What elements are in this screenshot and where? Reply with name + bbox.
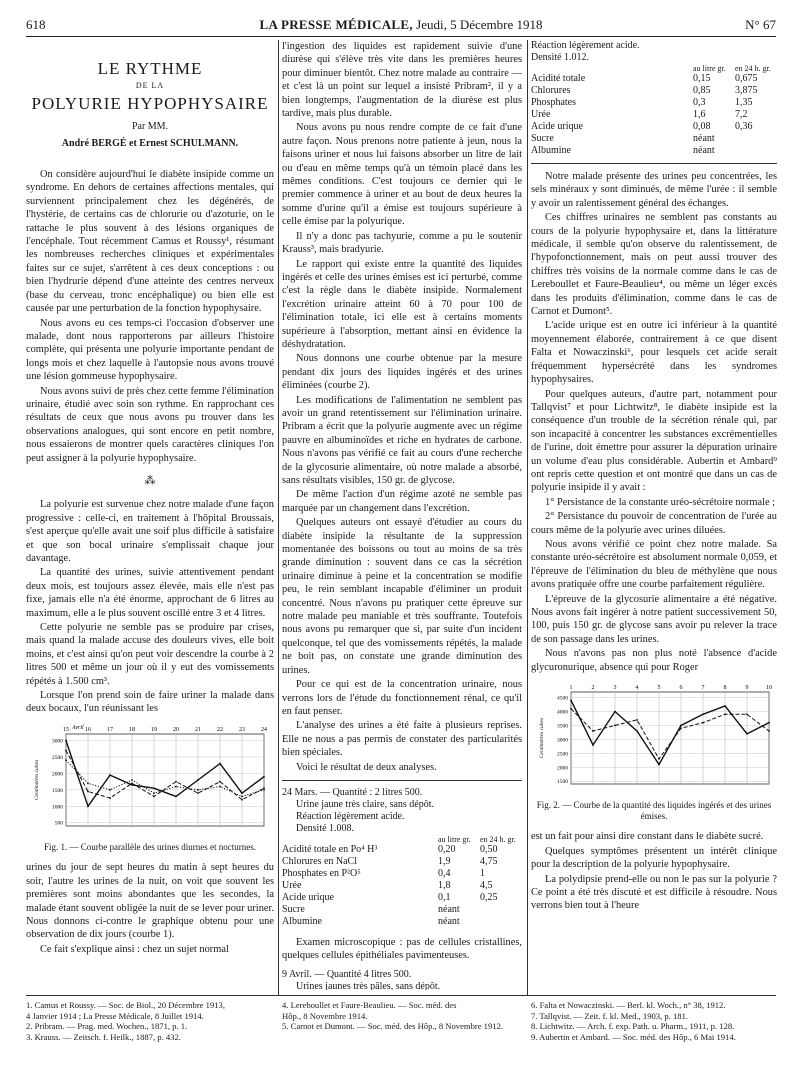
- footnote: 8. Lichtwitz. — Arch. f. exp. Path. u. Pharm., 1911, p. 128.: [531, 1021, 735, 1031]
- data-point: [614, 711, 616, 713]
- unit-header: en 24 h. gr.: [480, 834, 516, 844]
- paragraph: Nous n'avons pas non plus noté l'absence d'acide glycuronurique, absence qui pour Roger: [531, 648, 777, 673]
- row-value: néant: [693, 145, 715, 156]
- paragraph: Examen microscopique : pas de cellules cristallines, quelques cellules épithéliales pavimenteuses.: [282, 936, 522, 962]
- figure-2: [531, 680, 777, 796]
- analysis-date: 9 Avril. — Quantité 4 litres 500.: [282, 968, 412, 980]
- x-tick-label: 1: [569, 685, 573, 692]
- data-point: [746, 713, 748, 715]
- chart-2: [531, 680, 777, 792]
- column-rule: [527, 40, 528, 995]
- x-tick-label: 9: [745, 685, 749, 692]
- y-tick-label: 1000: [52, 804, 63, 811]
- paragraph: Pour ce qui est de la concentration urinaire, nous verrons lors de l'étude du fonctionnement rénal, ce qu'il en faut penser.: [282, 679, 522, 717]
- paragraph: Voici le résultat de deux analyses.: [296, 761, 437, 773]
- y-axis-label: Centimètres cubes: [539, 717, 545, 759]
- data-point: [570, 708, 572, 710]
- paragraph: La quantité des urines, suivie attentivement pendant deux mois, est toujours assez élevée, mais elle n'est pas fixe, jamais elle n'a été énorme, approchant de 6 litres au maximum, elle a le plus souvent oscillé entre 3 et 4 litres.: [26, 567, 274, 619]
- table-row: [282, 916, 522, 928]
- row-value: 4,75: [480, 855, 498, 867]
- data-point: [175, 781, 177, 783]
- data-point: [702, 722, 704, 724]
- y-tick-label: 3500: [557, 723, 568, 730]
- data-point: [614, 725, 616, 727]
- row-label: Sucre: [531, 133, 554, 144]
- x-tick-label: 20: [173, 726, 179, 733]
- table-row: [531, 133, 777, 145]
- x-tick-label: 23: [239, 726, 245, 733]
- y-tick-label: 1500: [557, 779, 568, 786]
- row-label: Acide urique: [531, 121, 583, 132]
- figure-1-caption: Fig. 1. — Courbe parallèle des urines diurnes et nocturnes.: [44, 842, 256, 853]
- x-tick-label: 7: [701, 685, 705, 692]
- data-point: [592, 730, 594, 732]
- footnote: 6. Falta et Nowaczinski. — Berl. kl. Woch., n° 38, 1912.: [531, 1000, 726, 1010]
- data-point: [197, 789, 199, 791]
- x-tick-label: 10: [766, 685, 772, 692]
- x-tick-label: 15: [63, 726, 69, 733]
- paragraph: urines du jour de sept heures du matin à sept heures du soir, l'autre les urines de la nuit, on voit que souvent les premières sont moins abondantes que les secondes, la malade étant souvent obligée la nuit de se lever pour uriner. Nous donnons ci-contre le graphique obtenu pour une observation de dix jours (courbe 1).: [26, 862, 274, 941]
- row-value: 3,875: [735, 85, 758, 96]
- row-value: 0,15: [693, 73, 711, 84]
- row-label: Chlorures: [531, 85, 571, 96]
- paragraph: Nous avons suivi de près chez cette femme l'élimination urinaire, étudié avec soin son rythme. En rapprochant ces résultats de ceux que nous avons pu trouver dans les observations analogues, qui sont encore en petit nombre, nous essaierons de montrer quels caractères cliniques l'on peut assigner à la polyurie hypophysaire.: [26, 385, 274, 464]
- data-point: [197, 779, 199, 781]
- analysis-line: Urines jaunes très pâles, sans dépôt.: [296, 980, 441, 990]
- row-value: néant: [693, 133, 715, 144]
- data-point: [197, 792, 199, 794]
- x-tick-label: 4: [635, 685, 639, 692]
- data-point: [65, 759, 67, 761]
- paragraph: Notre malade présente des urines peu concentrées, les sels minéraux y sont diminués, de même l'urée : il semble y avoir un ralentissement général des échanges.: [531, 171, 777, 209]
- row-label: Albumine: [531, 145, 571, 156]
- column-rule: [278, 40, 279, 995]
- data-point: [87, 805, 89, 807]
- data-point: [680, 727, 682, 729]
- row-value: [480, 904, 522, 916]
- column-2: [282, 40, 522, 990]
- paragraph: Nous avons vérifié ce point chez notre malade. Sa constante uréo-sécrétoire est absolument normale 0,059, et l'épreuve de l'élimination du bleu de méthylène que nous avons pratiquée offre une courbe parfaitement régulière.: [531, 538, 777, 591]
- plot-frame: [571, 692, 769, 784]
- y-tick-label: 500: [54, 820, 63, 827]
- analysis-line: Densité 1.012.: [531, 52, 590, 63]
- paragraph: l'ingestion des liquides est rapidement suivie d'une diurèse qui s'élève très vite dans les premières heures pour diminuer bientôt. Chez notre malade au contraire — et c'est là un point sur lequel a insisté Pribram², il y a bien longtemps, l'augmentation de la diurèse est plus tardive, mais plus durable.: [282, 41, 522, 120]
- row-value: 0,675: [735, 73, 758, 84]
- paragraph: est un fait pour ainsi dire constant dans le diabète sucré.: [531, 831, 764, 843]
- row-label: Albumine: [282, 915, 322, 927]
- series-line-1: [571, 700, 769, 764]
- row-value: 1,9: [438, 855, 451, 867]
- table-row: [282, 844, 522, 856]
- paragraph: Ces chiffres urinaires ne semblent pas constants au cours de la polyurie hypophysaire et, dans la littérature médicale, il semble qu'on observe du ralentissement, de l'hypofonctionnement, mais on peut aussi trouver des chiffres très voisins de la normale comme dans le cas de Lereboullet et Faure-Beaulieu⁴, ou même un léger excès dans les produits d'élimination, comme dans le cas de Carnot et Dumont⁵.: [531, 212, 777, 318]
- article-title: [26, 59, 274, 150]
- title-line-2: DE LA: [135, 81, 165, 91]
- paragraph: L'acide urique est en outre ici inférieur à la quantité moyennement élaborée, contrairement à ce que disent Falta et Nowaczinski⁶, pour lesquels cet acide serait fréquemment hypersécrété dans les syndromes hypophysaires.: [531, 320, 777, 386]
- footnote: 7. Tallqvist. — Zeit. f. kl. Med., 1903, p. 181.: [531, 1010, 689, 1021]
- data-point: [87, 790, 89, 792]
- paragraph: Nous donnons une courbe obtenue par la mesure pendant dix jours des liquides ingérés et des urines éliminées (courbe 2).: [282, 353, 522, 392]
- analysis-1: [282, 787, 522, 835]
- row-label: Sucre: [282, 903, 305, 915]
- data-point: [768, 722, 770, 724]
- unit-header: au litre gr.: [438, 834, 471, 844]
- table-row: [282, 892, 522, 904]
- row-value: 0,85: [693, 85, 711, 96]
- data-point: [592, 744, 594, 746]
- x-tick-label: 16: [85, 726, 91, 733]
- footnote: 2. Pribram. — Prag. med. Wochen., 1871, p. 1.: [26, 1021, 188, 1031]
- column-1: [26, 40, 274, 992]
- row-value: 0,08: [693, 121, 711, 132]
- row-value: 0,50: [480, 843, 498, 855]
- row-value: 4,5: [480, 879, 493, 891]
- plot-frame: [66, 734, 264, 826]
- paragraph: Les modifications de l'alimentation ne semblent pas avoir un grand retentissement sur l'élimination urinaire. Pribram a écrit que la polyurie augmente avec un régime pauvre en albuminoïdes et riche en hydrates de carbone. Nous n'avons pas vérifié ce fait au cours d'une recherche de la glycosurie alimentaire, où notre malade a absorbé, sans résultats visibles, 150 gr. de glycose.: [282, 394, 522, 486]
- paragraph: La polydipsie prend-elle ou non le pas sur la polyurie ? Ce point a été très discuté et est difficile à résoudre. Nous verrons bien tout à l'heure: [531, 873, 777, 912]
- data-point: [109, 774, 111, 776]
- row-value: 7,2: [735, 109, 748, 120]
- analysis-line: Réaction légèrement acide.: [296, 810, 405, 822]
- table-row: [282, 880, 522, 892]
- table-row: [282, 856, 522, 868]
- data-point: [658, 764, 660, 766]
- data-point: [702, 713, 704, 715]
- row-value: 0,3: [693, 97, 706, 108]
- issue-number: N° 67: [745, 17, 776, 32]
- data-point: [263, 789, 265, 791]
- row-value: [735, 145, 777, 157]
- paragraph: Quelques symptômes présentent un intérêt clinique pour la description de la polyurie hypophysaire.: [531, 845, 777, 871]
- row-value: 0,25: [480, 891, 498, 903]
- figure-1: [26, 722, 274, 838]
- paragraph: Nous avons eu ces temps-ci l'occasion d'observer une malade, dont nous rapporterons par ailleurs l'histoire complète, qui présenta une polyurie importante pendant de longs mois et chez laquelle à l'autopsie nous avons trouvé une lésion gommeuse hypophysaire.: [26, 317, 274, 383]
- data-point: [175, 786, 177, 788]
- page-number: 618: [26, 17, 46, 32]
- data-point: [724, 705, 726, 707]
- paragraph: Quelques auteurs ont essayé d'étudier au cours du diabète insipide la résultante de la suppression momentanée des boissons ou tout au moins de sa très grande diminution : souvent dans ce cas la sécrétion urinaire diminue à peine et la concentration se modifie peu, le rein semblant incapable d'éliminer un produit concentré. Nous n'avons pu pratiquer cette épreuve sur notre malade peu maniable et très souffrante. Toutefois nous avons pu remarquer que si, par suite d'un incident quelconque, tel que des vomissements répétés, la malade ne boit pas, on constate une grande diminution des urines.: [282, 517, 522, 676]
- page-header: [26, 14, 776, 37]
- row-value: [735, 133, 777, 145]
- row-value: 0,4: [438, 867, 451, 879]
- y-tick-label: 2500: [52, 754, 63, 761]
- row-label: Acidité totale: [531, 73, 586, 84]
- data-point: [131, 779, 133, 781]
- footnote: 4 Janvier 1914 ; La Presse Médicale, 8 Juillet 1914.: [26, 1010, 204, 1021]
- data-point: [131, 782, 133, 784]
- y-tick-label: 2000: [52, 771, 63, 778]
- data-point: [153, 795, 155, 797]
- data-point: [658, 758, 660, 760]
- x-tick-label: 17: [107, 726, 113, 733]
- data-point: [746, 733, 748, 735]
- unit-header: en 24 h. gr.: [735, 64, 771, 73]
- row-label: Urée: [282, 879, 302, 891]
- data-point: [724, 713, 726, 715]
- data-point: [109, 797, 111, 799]
- x-tick-label: 5: [657, 685, 661, 692]
- authors: André BERGÉ et Ernest SCHULMANN.: [61, 137, 239, 149]
- data-point: [109, 789, 111, 791]
- row-value: 0,20: [438, 843, 456, 855]
- paragraph: Ce fait s'explique ainsi : chez un sujet normal: [40, 943, 229, 955]
- data-point: [65, 740, 67, 742]
- list-item: 2° Persistance du pouvoir de concentration de l'urée au cours même de la polyurie avec urines diluées.: [531, 511, 777, 536]
- y-tick-label: 2500: [557, 751, 568, 758]
- analysis-line: Réaction légèrement acide.: [531, 40, 640, 51]
- x-tick-label: 3: [613, 685, 617, 692]
- byline: Par MM.: [131, 121, 169, 133]
- footnote: 9. Aubertin et Ambard. — Soc. méd. des Hôp., 6 Mai 1914.: [531, 1031, 736, 1042]
- separator: [282, 780, 522, 781]
- row-value: néant: [438, 915, 460, 927]
- data-point: [241, 799, 243, 801]
- data-point: [65, 749, 67, 751]
- y-tick-label: 4000: [557, 709, 568, 716]
- x-tick-label: 8: [723, 685, 727, 692]
- column-3: [531, 40, 777, 990]
- x-tick-label: 21: [195, 726, 201, 733]
- data-point: [131, 784, 133, 786]
- y-tick-label: 3000: [52, 738, 63, 745]
- journal-title: [26, 17, 776, 33]
- journal-name: LA PRESSE MÉDICALE,: [259, 17, 413, 32]
- analysis-line: Densité 1.008.: [296, 822, 355, 834]
- data-point: [219, 781, 221, 783]
- table-row: [282, 904, 522, 916]
- x-tick-label: 18: [129, 726, 135, 733]
- analysis-2-cont: [531, 40, 777, 64]
- row-value: 0,1: [438, 891, 451, 903]
- y-axis-label: Centimètres cubes: [34, 759, 40, 801]
- table-row: [531, 73, 777, 85]
- paragraph: Le rapport qui existe entre la quantité des liquides ingérés et celle des urines émises est ici perturbé, comme c'est la règle dans le diabète insipide. Normalement l'excrétion urinaire atteint 60 à 70 pour 100 de l'élimination totale, ici elle est à certains moments supérieure à l'absorption, mettant ainsi en évidence la déshydratation.: [282, 258, 522, 350]
- data-point: [153, 787, 155, 789]
- data-point: [175, 795, 177, 797]
- row-label: Acidité totale en Po⁴ H³: [282, 843, 378, 855]
- data-point: [219, 763, 221, 765]
- x-tick-label: 2: [591, 685, 595, 692]
- footnotes-col-2: [282, 1000, 522, 1032]
- footnote-rule: [26, 995, 776, 996]
- paragraph: Pour quelques auteurs, d'autre part, notamment pour Tallqvist⁷ et pour Lichtwitz⁸, le diabète insipide est la conséquence d'un trouble de la sécrétion rénale qui, par son incapacité à concentrer les substances excrémentielles de l'urine, doit émettre pour assurer la dépuration urinaire un volume d'eau plus considérable. Aubertin et Ambard⁹ ont repris cette question et ont montré que dans un cas de polyurie insipide il y avait :: [531, 388, 777, 494]
- data-point: [263, 776, 265, 778]
- paragraph: L'analyse des urines a été faite à plusieurs reprises. Elle ne nous a pas permis de constater des particularités bien spéciales.: [282, 720, 522, 759]
- list-item: 1° Persistance de la constante uréo-sécrétoire normale ;: [545, 496, 776, 508]
- y-tick-label: 4500: [557, 695, 568, 702]
- row-value: 1: [480, 867, 485, 879]
- x-tick-label: 22: [217, 726, 223, 733]
- y-tick-label: 3000: [557, 737, 568, 744]
- row-value: 1,6: [693, 109, 706, 120]
- x-tick-label: 24: [261, 726, 267, 733]
- paragraph: La polyurie est survenue chez notre malade d'une façon progressive : celle-ci, en traitement à l'hôpital Broussais, s'est aperçue qu'elle avait une soif plus difficile à satisfaire et que son bocal urinaire s'emplissait chaque jour davantage.: [26, 499, 274, 564]
- analysis-2: [282, 969, 522, 990]
- x-header: Avril: [72, 724, 84, 731]
- analysis-table-1: [282, 835, 522, 928]
- unit-header: au litre gr.: [693, 64, 726, 73]
- paragraph: L'épreuve de la glycosurie alimentaire a été négative. Nous avons fait ingérer à notre patient successivement 50, 100, puis 150 gr. de glycose sans avoir pu relever la trace de son passage dans les urines.: [531, 593, 777, 645]
- footnote: Hôp., 8 Novembre 1914.: [282, 1010, 368, 1021]
- data-point: [219, 786, 221, 788]
- data-point: [636, 719, 638, 721]
- table-row: [531, 121, 777, 133]
- row-label: Urée: [531, 109, 551, 120]
- data-point: [570, 699, 572, 701]
- data-point: [263, 787, 265, 789]
- y-tick-label: 2000: [557, 765, 568, 772]
- row-label: Acide urique: [282, 891, 334, 903]
- footnote: 5. Carnot et Dumont. — Soc. méd. des Hôp., 8 Novembre 1912.: [282, 1021, 504, 1031]
- footnote: 1. Camus et Roussy. — Soc. de Biol., 20 Décembre 1913,: [26, 1000, 225, 1010]
- footnote: 4. Lereboullet et Faure-Beaulieu. — Soc. méd. des: [282, 1000, 457, 1010]
- paragraph: Lorsque l'on prend soin de faire uriner la malade dans deux bocaux, l'un réunissant les: [26, 690, 274, 715]
- chart-1: [26, 722, 274, 834]
- paragraph: Cette polyurie ne semble pas se produire par crises, mais quand la malade accuse des douleurs vives, elle boit moins, et c'est ainsi qu'on peut voir descendre la courbe à 2 litres 500 et même un jour où il y eut des vomissements répétés à 1.500 cm³.: [26, 622, 274, 687]
- x-tick-label: 6: [679, 685, 683, 692]
- data-point: [153, 792, 155, 794]
- section-stars: ⁂: [144, 474, 156, 487]
- data-point: [768, 730, 770, 732]
- row-label: Phosphates: [531, 97, 576, 108]
- analysis-line: Urine jaune très claire, sans dépôt.: [296, 798, 435, 810]
- footnotes-col-3: [531, 1000, 777, 1042]
- separator: [531, 163, 777, 164]
- analysis-table-2: [531, 64, 777, 157]
- series-line-3: [66, 760, 264, 796]
- title-line-3: POLYURIE HYPOPHYSAIRE: [31, 93, 269, 113]
- table-row: [531, 97, 777, 109]
- paragraph: De même l'action d'un régime azoté ne semble pas marquée par un changement dans l'excrétion.: [282, 489, 522, 514]
- footnotes-col-1: [26, 1000, 276, 1042]
- data-point: [241, 795, 243, 797]
- data-point: [636, 730, 638, 732]
- row-value: 1,35: [735, 97, 753, 108]
- figure-2-caption: Fig. 2. — Courbe de la quantité des liquides ingérés et des urines émises.: [536, 800, 772, 822]
- analysis-date: 24 Mars. — Quantité : 2 litres 500.: [282, 786, 423, 798]
- row-value: 1,8: [438, 879, 451, 891]
- paragraph: On considère aujourd'hui le diabète insipide comme un syndrome. En dehors de certaines affections mentales, qui surviennent principalement chez les dégénérés, de l'hystérie, de certains cas de chlorurie ou d'azoturie, on le rattache le plus souvent à des lésions organiques de l'encéphale. Tout récemment Camus et Roussy¹, résumant les nombreuses recherches cliniques et expérimentales faites sur ce sujet, s'arrêtent à ces deux conceptions : ou bien l'hydrurie dépend d'une atteinte des centres nerveux (base du cerveau, tronc encéphalique) ou bien elle est causée par une perturbation de la fonction hypophysaire.: [26, 169, 274, 315]
- y-tick-label: 1500: [52, 787, 63, 794]
- issue-date: Jeudi, 5 Décembre 1918: [416, 17, 543, 32]
- data-point: [680, 725, 682, 727]
- footnote: 3. Krauss. — Zeitsch. f. Heilk., 1887, p. 432.: [26, 1031, 181, 1042]
- data-point: [87, 782, 89, 784]
- row-value: [480, 916, 522, 928]
- row-value: 0,36: [735, 121, 753, 132]
- paragraph: Il n'y a donc pas tachyurie, comme a pu le soutenir Krauss³, mais bradyurie.: [282, 230, 522, 256]
- row-label: Phosphates en P²O⁵: [282, 867, 361, 879]
- title-line-1: LE RYTHME: [97, 59, 203, 78]
- table-row: [531, 85, 777, 97]
- data-point: [241, 792, 243, 794]
- table-row: [531, 145, 777, 157]
- table-row: [282, 868, 522, 880]
- table-row: [531, 109, 777, 121]
- row-label: Chlorures en NaCl: [282, 855, 357, 867]
- row-value: néant: [438, 903, 460, 915]
- x-tick-label: 19: [151, 726, 157, 733]
- paragraph: Nous avons pu nous rendre compte de ce fait d'une autre façon. Nous prenons notre patiente à jeun, nous la faisons uriner et nous lui faisons absorber un litre de lait ou d'eau en même temps qu'à un témoin placé dans les mêmes conditions. C'est toujours ce dernier qui le premier commence à uriner et au bout de deux heures la somme d'urine qu'il a émise est toujours supérieure à celle émise par la polyurique.: [282, 122, 522, 228]
